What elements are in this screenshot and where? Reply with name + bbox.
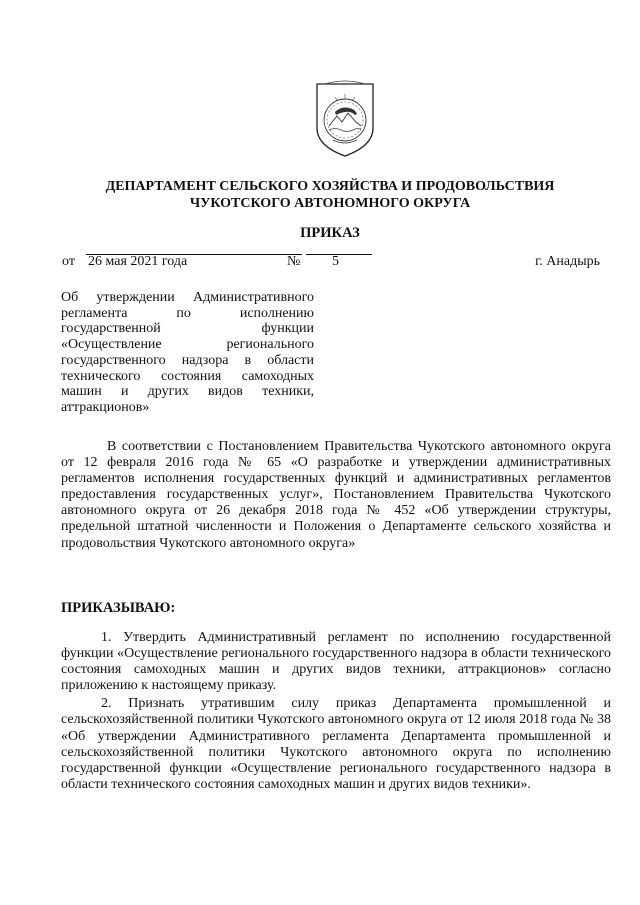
organization-name-line-1: ДЕПАРТАМЕНТ СЕЛЬСКОГО ХОЗЯЙСТВА И ПРОДОВОЛЬСТВИЯ <box>105 179 555 194</box>
document-subject <box>61 290 314 416</box>
document-number <box>306 254 372 269</box>
document-subject-text: Об утверждении Административного регламента по исполнению государственной функции «Осуществление регионального государственного надзора в области технического состояния самоходных машин и других видов техники, <box>61 290 314 400</box>
chukotka-coat-of-arms-icon <box>311 80 379 160</box>
document-number-text: 5 <box>332 254 339 269</box>
organization-name <box>60 178 600 212</box>
date-prefix: от <box>62 254 75 269</box>
organization-name-line-2: ЧУКОТСКОГО АВТОНОМНОГО ОКРУГА <box>189 196 471 211</box>
document-city: г. Анадырь <box>535 254 600 269</box>
number-prefix: № <box>287 254 301 269</box>
document-type-title: ПРИКАЗ <box>300 225 360 241</box>
order-items-list <box>61 630 611 795</box>
document-date-text: 26 мая 2021 года <box>88 254 188 269</box>
order-item-1: 1. Утвердить Административный регламент по исполнению государственной функции «Осуществление регионального государственного надзора в области технического состояния самоходных машин и других видов техники, аттракционов» согласно приложению к настоящему приказу. <box>61 630 611 694</box>
preamble-paragraph: В соответствии с Постановлением Правительства Чукотского автономного округа от 12 февраля 2016 года № 65 «О разработке и утверждении административных регламентов исполнения государственных функций и административных регламентов предоставления государственных услуг», Постановлением Правительства Чукотского автономного округа от 26 декабря 2018 года № 452 «Об утверждении структуры, предельной штатной численности и Положения о Департаменте сельского хозяйства и продовольствия Чукотского автономного округа» <box>61 439 611 551</box>
document-subject-last-line: аттракционов» <box>61 399 150 415</box>
order-item-2: 2. Признать утратившим силу приказ Департамента промышленной и сельскохозяйственной политики Чукотского автономного округа от 12 июля 2018 года № 38 «Об утверждении Административного регламента Департамента промышленной и сельскохозяйственной политики Чукотского автономного округа по исполнению государственной функции «Осуществление регионального государственного надзора в области технического состояния самоходных машин и других видов техники». <box>61 696 611 792</box>
document-meta-row <box>60 254 600 274</box>
order-word: ПРИКАЗЫВАЮ: <box>61 600 176 616</box>
